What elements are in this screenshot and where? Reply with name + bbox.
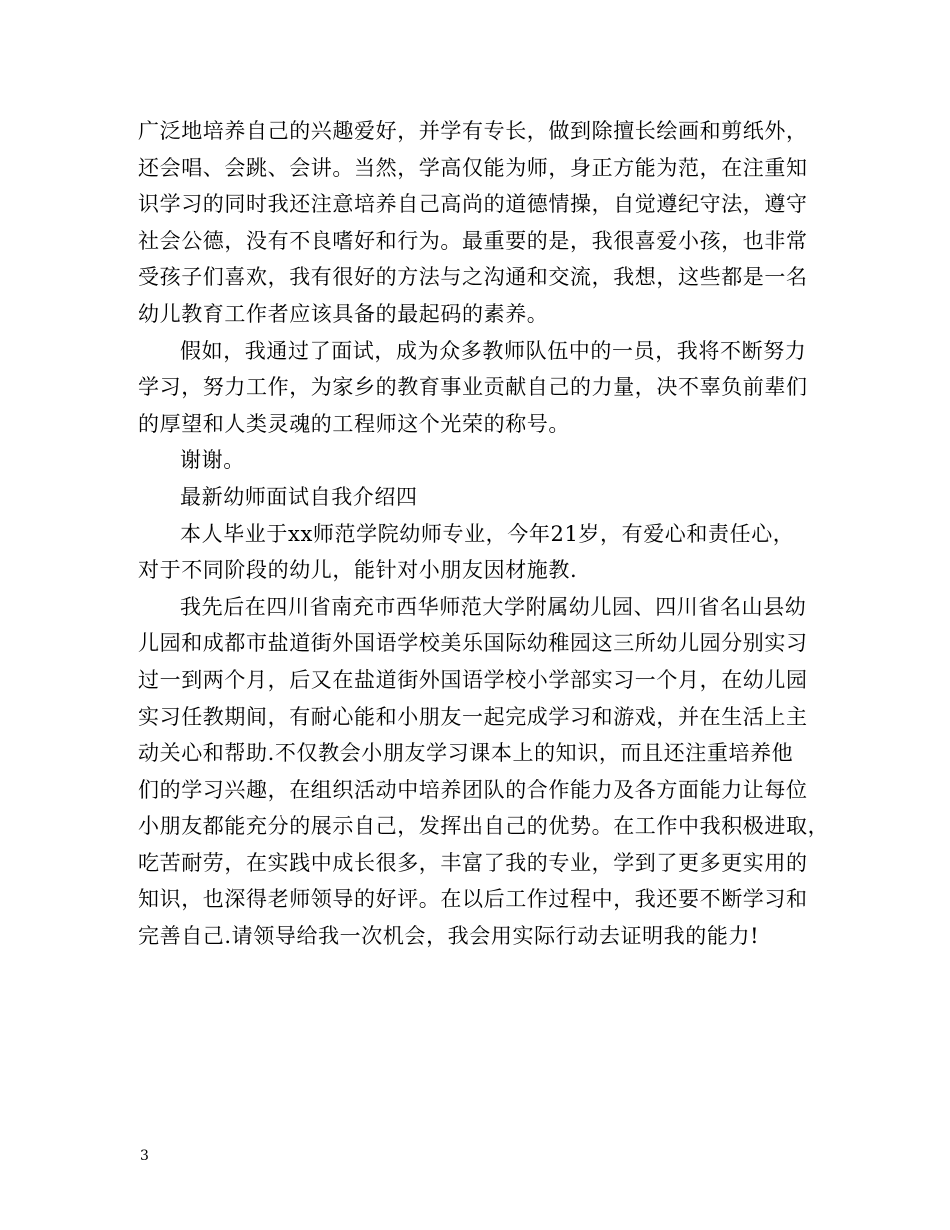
text-line: 的厚望和人类灵魂的工程师这个光荣的称号。 [138,411,570,436]
text-line: 实习任教期间，有耐心能和小朋友一起完成学习和游戏，并在生活上主 [138,704,808,729]
paragraph-first-line: 本人毕业于xx师范学院幼师专业，今年21岁，有爱心和责任心， [180,521,795,546]
text-line: 学习，努力工作，为家乡的教育事业贡献自己的力量，决不辜负前辈们 [138,375,808,400]
text-line: 受孩子们喜欢，我有很好的方法与之沟通和交流，我想，这些都是一名 [138,265,808,290]
document-body [138,113,838,955]
text-line: 幼儿教育工作者应该具备的最起码的素养。 [138,301,549,326]
text-line: 过一到两个月，后又在盐道街外国语学校小学部实习一个月，在幼儿园 [138,667,808,692]
text-line: 们的学习兴趣，在组织活动中培养团队的合作能力及各方面能力让每位 [138,777,808,802]
section-heading: 最新幼师面试自我介绍四 [180,484,418,509]
text-line: 知识，也深得老师领导的好评。在以后工作过程中，我还要不断学习和 [138,887,808,912]
text-line: 小朋友都能充分的展示自己，发挥出自己的优势。在工作中我积极进取， [138,814,830,839]
page-number: 3 [140,1148,149,1164]
text-line: 还会唱、会跳、会讲。当然，学高仅能为师，身正方能为范，在注重知 [138,155,808,180]
text-line: 对于不同阶段的幼儿，能针对小朋友因材施教. [138,558,578,583]
text-line: 完善自己.请领导给我一次机会，我会用实际行动去证明我的能力! [138,924,760,949]
paragraph-first-line: 假如，我通过了面试，成为众多教师队伍中的一员，我将不断努力 [180,338,807,363]
paragraph-first-line: 谢谢。 [180,448,245,473]
text-line: 吃苦耐劳，在实践中成长很多，丰富了我的专业，学到了更多更实用的 [138,850,808,875]
text-line: 动关心和帮助.不仅教会小朋友学习课本上的知识，而且还注重培养他 [138,741,794,766]
text-line: 识学习的同时我还注意培养自己高尚的道德情操，自觉遵纪守法，遵守 [138,192,808,217]
text-line: 儿园和成都市盐道街外国语学校美乐国际幼稚园这三所幼儿园分别实习 [138,631,808,656]
text-line: 社会公德，没有不良嗜好和行为。最重要的是，我很喜爱小孩，也非常 [138,228,808,253]
paragraph-first-line: 我先后在四川省南充市西华师范大学附属幼儿园、四川省名山县幼 [180,594,807,619]
text-line: 广泛地培养自己的兴趣爱好，并学有专长，做到除擅长绘画和剪纸外， [138,119,808,143]
